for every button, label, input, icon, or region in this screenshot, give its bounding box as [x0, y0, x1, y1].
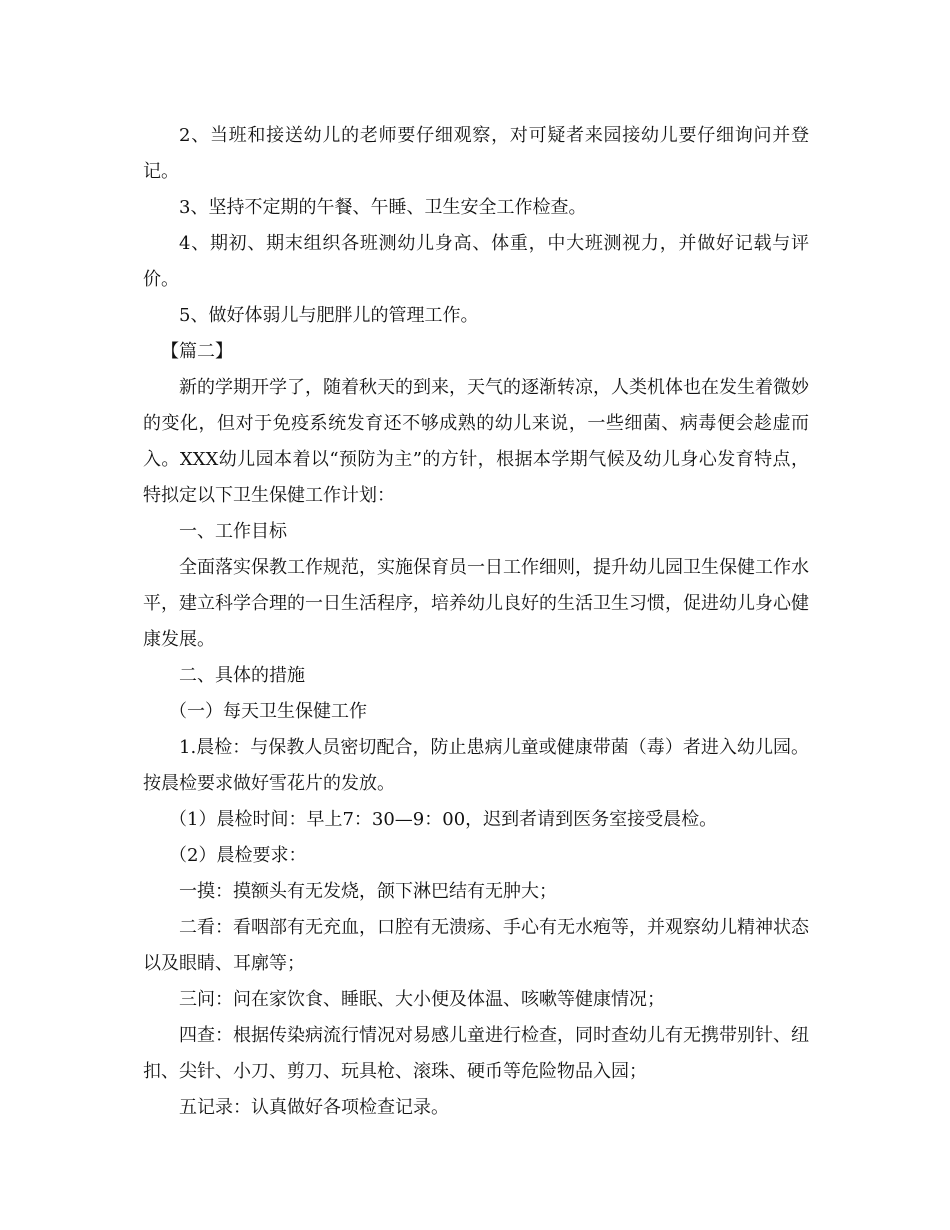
- intro-paragraph: 新的学期开学了，随着秋天的到来，天气的逐渐转凉，人类机体也在发生着微妙的变化，但对于免疫系统发育还不够成熟的幼儿来说，一些细菌、病毒便会趁虚而入。XXX幼儿园本着以“预防为主”的方针，根据本学期气候及幼儿身心发育特点，特拟定以下卫生保健工作计划：: [143, 377, 809, 506]
- requirement-check: 四查：根据传染病流行情况对易感儿童进行检查，同时查幼儿有无携带别针、纽扣、尖针、小刀、剪刀、玩具枪、滚珠、硬币等危险物品入园；: [143, 1025, 809, 1082]
- paragraph-item-3-inspection: 3、坚持不定期的午餐、午睡、卫生安全工作检查。: [179, 197, 587, 218]
- requirement-look: 二看：看咽部有无充血，口腔有无溃疡、手心有无水疱等，并观察幼儿精神状态以及眼睛、耳廓等；: [143, 917, 809, 974]
- requirement-record: 五记录：认真做好各项检查记录。: [179, 1097, 449, 1118]
- subheading-daily-health-work: （一）每天卫生保健工作: [169, 701, 367, 722]
- heading-specific-measures: 二、具体的措施: [179, 665, 305, 686]
- requirement-touch: 一摸：摸额头有无发烧，颌下淋巴结有无肿大；: [179, 881, 557, 902]
- requirement-ask: 三问：问在家饮食、睡眠、大小便及体温、咳嗽等健康情况；: [179, 989, 665, 1010]
- section-heading-part-two: 【篇二】: [161, 341, 233, 362]
- morning-check-paragraph: 1.晨检：与保教人员密切配合，防止患病儿童或健康带菌（毒）者进入幼儿园。按晨检要求做好雪花片的发放。: [143, 737, 809, 794]
- morning-check-time: （1）晨检时间：早上7：30—9：00，迟到者请到医务室接受晨检。: [169, 809, 718, 830]
- work-goals-paragraph: 全面落实保教工作规范，实施保育员一日工作细则，提升幼儿园卫生保健工作水平，建立科学合理的一日生活程序，培养幼儿良好的生活卫生习惯，促进幼儿身心健康发展。: [143, 557, 809, 650]
- morning-check-requirements: （2）晨检要求：: [169, 845, 307, 866]
- heading-work-goals: 一、工作目标: [179, 521, 287, 542]
- paragraph-item-5-management: 5、做好体弱儿与肥胖儿的管理工作。: [179, 305, 479, 326]
- paragraph-item-4-measurement: 4、期初、期末组织各班测幼儿身高、体重，中大班测视力，并做好记载与评价。: [143, 233, 809, 290]
- paragraph-item-2-registration: 2、当班和接送幼儿的老师要仔细观察，对可疑者来园接幼儿要仔细询问并登记。: [143, 125, 809, 182]
